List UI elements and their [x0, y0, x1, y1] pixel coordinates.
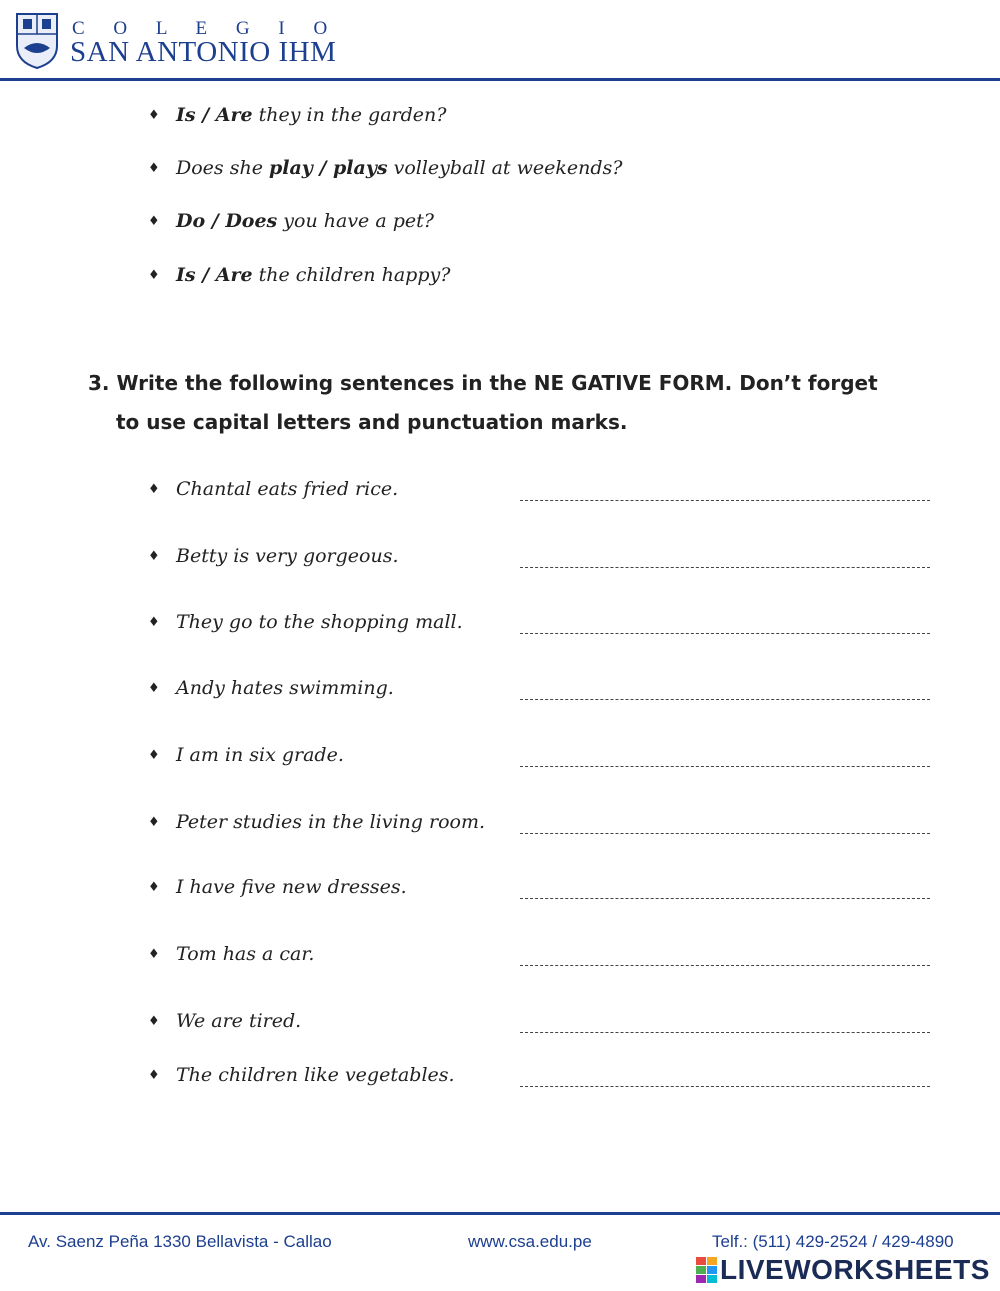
footer-address: Av. Saenz Peña 1330 Bellavista - Callao [28, 1232, 332, 1251]
sentence-text: Tom has a car. [176, 943, 315, 965]
sentence-text: Chantal eats fried rice. [176, 478, 399, 500]
header-divider [0, 78, 1000, 81]
sentence-text: Andy hates swimming. [176, 677, 394, 699]
sentence-row [148, 744, 938, 774]
sentence-text: We are tired. [176, 1010, 302, 1032]
instruction-line: to use capital letters and punctuation marks. [116, 410, 628, 434]
diamond-bullet-icon: ♦ [148, 161, 160, 176]
diamond-bullet-icon: ♦ [148, 748, 160, 763]
answer-blank[interactable] [520, 965, 930, 966]
answer-blank[interactable] [520, 567, 930, 568]
footer-divider [0, 1212, 1000, 1215]
sentence-text: Betty is very gorgeous. [176, 545, 399, 567]
question-choice: play / plays [268, 157, 388, 179]
sentence-row [148, 545, 938, 575]
answer-blank[interactable] [520, 833, 930, 834]
answer-blank[interactable] [520, 699, 930, 700]
school-name: SAN ANTONIO IHM [70, 36, 337, 68]
sentence-text: Peter studies in the living room. [176, 811, 486, 833]
sentence-row [148, 677, 938, 707]
question-item: ♦ Is / Are they in the garden? [148, 104, 447, 126]
answer-blank[interactable] [520, 898, 930, 899]
diamond-bullet-icon: ♦ [148, 681, 160, 696]
diamond-bullet-icon: ♦ [148, 947, 160, 962]
sentence-row [148, 876, 938, 906]
diamond-bullet-icon: ♦ [148, 880, 160, 895]
sentence-text: I have five new dresses. [176, 876, 407, 898]
diamond-bullet-icon: ♦ [148, 482, 160, 497]
answer-blank[interactable] [520, 500, 930, 501]
question-item: ♦ Is / Are the children happy? [148, 264, 451, 286]
school-header [0, 0, 1000, 82]
diamond-bullet-icon: ♦ [148, 214, 160, 229]
footer-phone: Telf.: (511) 429-2524 / 429-4890 [712, 1232, 954, 1251]
liveworksheets-icon [696, 1257, 718, 1283]
diamond-bullet-icon: ♦ [148, 1068, 160, 1083]
sentence-row [148, 1064, 938, 1094]
sentence-text: The children like vegetables. [176, 1064, 455, 1086]
diamond-bullet-icon: ♦ [148, 549, 160, 564]
diamond-bullet-icon: ♦ [148, 268, 160, 283]
answer-blank[interactable] [520, 1086, 930, 1087]
question-item: ♦ Does she play / plays volleyball at weekends? [148, 157, 623, 179]
question-item: ♦ Do / Does you have a pet? [148, 210, 434, 232]
sentence-row [148, 611, 938, 641]
instruction-line: 3. Write the following sentences in the NE GATIVE FORM. Don’t forget [88, 371, 878, 395]
sentence-text: I am in six grade. [176, 744, 344, 766]
sentence-row [148, 943, 938, 973]
diamond-bullet-icon: ♦ [148, 1014, 160, 1029]
answer-blank[interactable] [520, 766, 930, 767]
sentence-row [148, 811, 938, 841]
diamond-bullet-icon: ♦ [148, 615, 160, 630]
liveworksheets-logo [696, 1254, 990, 1286]
school-label: C O L E G I O [72, 18, 340, 39]
footer-website: www.csa.edu.pe [468, 1232, 592, 1251]
sentence-text: They go to the shopping mall. [176, 611, 463, 633]
answer-blank[interactable] [520, 633, 930, 634]
question-choice: Is / Are [176, 264, 253, 286]
diamond-bullet-icon: ♦ [148, 108, 160, 123]
liveworksheets-text: LIVEWORKSHEETS [720, 1254, 990, 1285]
question-choice: Do / Does [176, 210, 278, 232]
diamond-bullet-icon: ♦ [148, 815, 160, 830]
answer-blank[interactable] [520, 1032, 930, 1033]
sentence-row [148, 1010, 938, 1040]
question-choice: Is / Are [176, 104, 253, 126]
school-crest-icon [14, 10, 60, 70]
exercise-instruction [88, 364, 948, 442]
sentence-row [148, 478, 938, 508]
